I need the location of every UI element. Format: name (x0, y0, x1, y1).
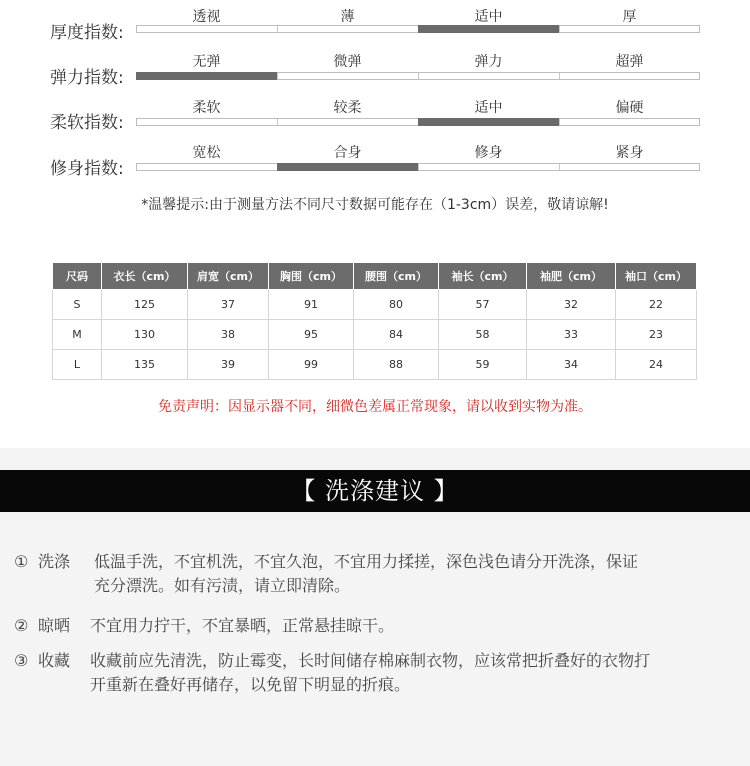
table-cell: 38 (188, 320, 269, 350)
table-cell: 39 (188, 350, 269, 380)
table-cell: 57 (439, 290, 527, 320)
col-header: 尺码 (53, 263, 102, 290)
index-track (136, 118, 700, 126)
index-option: 厚 (622, 9, 637, 25)
col-header: 胸围（cm） (269, 263, 354, 290)
index-option: 偏硬 (615, 100, 644, 116)
index-option: 超弹 (615, 54, 644, 70)
care-item-washing (14, 549, 744, 605)
care-title: 洗涤 (38, 552, 71, 571)
index-option: 适中 (474, 100, 503, 116)
index-level-fill (277, 163, 418, 171)
index-option: 弹力 (474, 54, 503, 70)
col-header: 袖肥（cm） (527, 263, 616, 290)
index-track (136, 72, 700, 80)
washing-banner: 【 洗涤建议 】 (0, 470, 750, 512)
index-option: 透视 (192, 9, 221, 25)
table-cell: 95 (269, 320, 354, 350)
index-option: 较柔 (333, 100, 362, 116)
care-title: 晾晒 (38, 616, 71, 635)
table-cell: 59 (439, 350, 527, 380)
index-option: 柔软 (192, 100, 221, 116)
table-cell: 22 (616, 290, 697, 320)
care-text-line: 收藏前应先清洗，防止霉变，长时间储存棉麻制衣物，应该常把折叠好的衣物打 (90, 651, 651, 670)
care-text-line: 不宜用力拧干，不宜暴晒，正常悬挂晾干。 (90, 616, 395, 635)
index-track (136, 25, 700, 33)
table-cell: 33 (527, 320, 616, 350)
care-number: ① (14, 552, 29, 571)
table-cell: 23 (616, 320, 697, 350)
table-cell: 135 (102, 350, 188, 380)
index-label: 柔软指数: (50, 113, 124, 133)
index-level-fill (418, 118, 559, 126)
care-section (0, 512, 750, 766)
table-cell: M (53, 320, 102, 350)
index-option: 微弹 (333, 54, 362, 70)
table-cell: 91 (269, 290, 354, 320)
table-row (53, 290, 697, 320)
care-number: ② (14, 616, 29, 635)
index-level-fill (418, 25, 559, 33)
index-label: 弹力指数: (50, 68, 124, 88)
care-item-storage (14, 648, 744, 704)
table-cell: 24 (616, 350, 697, 380)
index-label: 修身指数: (50, 159, 124, 179)
col-header: 肩宽（cm） (188, 263, 269, 290)
table-cell: 88 (354, 350, 439, 380)
index-option: 合身 (333, 145, 362, 161)
size-table (52, 262, 697, 380)
table-cell: 130 (102, 320, 188, 350)
index-row-thickness (0, 6, 750, 46)
section-spacer (0, 448, 750, 470)
index-option: 薄 (340, 9, 355, 25)
table-cell: 99 (269, 350, 354, 380)
index-option: 适中 (474, 9, 503, 25)
table-cell: 37 (188, 290, 269, 320)
index-option: 宽松 (192, 145, 221, 161)
index-label: 厚度指数: (50, 23, 124, 43)
table-cell: 80 (354, 290, 439, 320)
care-item-drying (14, 613, 744, 641)
index-option: 无弹 (192, 54, 221, 70)
care-text-line: 充分漂洗。如有污渍，请立即清除。 (94, 576, 351, 595)
table-cell: S (53, 290, 102, 320)
col-header: 衣长（cm） (102, 263, 188, 290)
index-row-fit (0, 142, 750, 182)
disclaimer-text: 免责声明：因显示器不同，细微色差属正常现象，请以收到实物为准。 (158, 399, 592, 415)
index-option: 紧身 (615, 145, 644, 161)
col-header: 袖口（cm） (616, 263, 697, 290)
col-header: 腰围（cm） (354, 263, 439, 290)
table-cell: 32 (527, 290, 616, 320)
index-track (136, 163, 700, 171)
table-row (53, 320, 697, 350)
index-option: 修身 (474, 145, 503, 161)
table-row (53, 350, 697, 380)
table-cell: 58 (439, 320, 527, 350)
care-title: 收藏 (38, 651, 71, 670)
care-text-line: 低温手洗，不宜机洗，不宜久泡，不宜用力揉搓，深色浅色请分开洗涤，保证 (94, 552, 639, 571)
size-table-header-row (53, 263, 697, 290)
care-number: ③ (14, 651, 29, 670)
index-level-fill (136, 72, 277, 80)
table-cell: 84 (354, 320, 439, 350)
index-row-elasticity (0, 51, 750, 91)
table-cell: 34 (527, 350, 616, 380)
measurement-tip: *温馨提示:由于测量方法不同尺寸数据可能存在（1-3cm）误差，敬请谅解! (141, 197, 609, 213)
care-text-line: 开重新在叠好再储存，以免留下明显的折痕。 (90, 675, 411, 694)
col-header: 袖长（cm） (439, 263, 527, 290)
table-cell: L (53, 350, 102, 380)
table-cell: 125 (102, 290, 188, 320)
index-row-softness (0, 97, 750, 137)
